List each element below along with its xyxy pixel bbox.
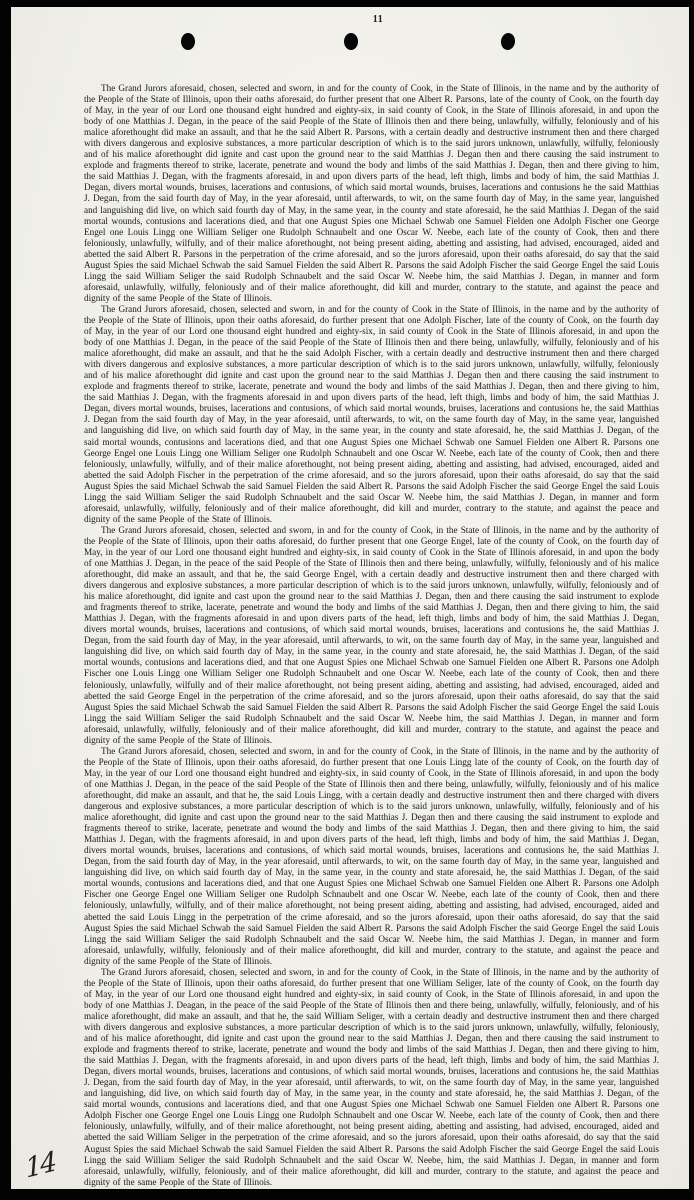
- indictment-paragraph-engel: The Grand Jurors aforesaid, chosen, selected and sworn, in and for the county of Cook, in the State of Illinois, in the name and by the authority of the People of the State of Illinois, upon their oaths aforesaid, do further present that one George Engel, late of the county of Cook, on the fourth day of May, in the year of our Lord one thousand eight hundred and eighty-six, in said county of Cook in the State of Illinois aforesaid, in and upon the body of one Matthias J. Degan, in the peace of the said People of the State of Illinois then and there being, unlawfully, wilfully, feloniously and of his malice aforethought, did make an assault, and that he, the said George Engel, with a certain deadly and destructive instrument then and there charged with divers dangerous and explosive substances, a more particular description of which is to the said jurors unknown, unlawfully, wilfully, feloniously and of his malice aforethought, did ignite and cast upon the ground near to the said Matthias J. Degan, then and there causing the said instrument to explode and fragments thereof to strike, lacerate, penetrate and wound the body and limbs of the said Matthias J. Degan, then and there giving to him, the said Matthias J. Degan, with the fragments aforesaid in and upon divers parts of the head, left thigh, limbs and body of him, the said Matthias J. Degan, divers mortal wounds, bruises, lacerations and contusions, of which said mortal wounds, bruises, lacerations and contusions he, the said Matthias J. Degan, from the said fourth day of May, in the year aforesaid, until afterwards, to wit, on the same fourth day of May, in the same year, languished and languishing did live, on which said fourth day of May, in the same year, in the county and state aforesaid, he, the said Matthias J. Degan, of the said mortal wounds, contusions and lacerations died, and that one August Spies one Michael Schwab one Samuel Fielden one Albert R. Parsons one Adolph Fischer one Louis Lingg one William Seliger one Rudolph Schnaubelt and one Oscar W. Neebe, each late of the county of Cook, then and there feloniously, unlawfully, wilfully and of their malice aforethought, not being present aiding, abetting and assisting, had advised, encouraged, aided and abetted the said George Engel in the perpetration of the crime aforesaid, and so the jurors aforesaid, upon their oaths aforesaid, do say that the said August Spies the said Michael Schwab the said Samuel Fielden the said Albert R. Parsons the said Adolph Fischer the said George Engel the said Louis Lingg the said William Seliger the said Rudolph Schnaubelt and the said Oscar W. Neebe him, the said Matthias J. Degan, in manner and form aforesaid, unlawfully, wilfully, feloniously and of their malice aforethought, did kill and murder, contrary to the statute, and against the peace and dignity of the same People of the State of Illinois.: [84, 524, 659, 745]
- indictment-paragraph-lingg: The Grand Jurors aforesaid, chosen, selected and sworn, in and for the county of Cook, in the State of Illinois, in the name and by the authority of the People of the State of Illinois, upon their oaths aforesaid, do further present that one Louis Lingg late of the county of Cook, on the fourth day of May, in the year of our Lord one thousand eight hundred and eighty-six, in said county of Cook, in the State of Illinois aforesaid, in and upon the body of one Matthias J. Degan, in the peace of the said People of the State of Illinois then and there being, unlawfully, wilfully, feloniously and of his malice aforethought, did make an assault, and that he, the said Louis Lingg, with a certain deadly and destructive instrument then and there charged with divers dangerous and explosive substances, a more particular description of which is to the said jurors unknown, unlawfully, wilfully, feloniously and of his malice aforethought, did ignite and cast upon the ground near to the said Matthias J. Degan then and there causing the said instrument to explode and fragments thereof to strike, lacerate, penetrate and wound the body and limbs of the said Matthias J. Degan, then and there giving to him, the said Matthias J. Degan, with the fragments aforesaid, in and upon divers parts of the head, left thigh, limbs and body of him, the said Matthias J. Degan, divers mortal wounds, bruises, lacerations and contusions, of which said mortal wounds, bruises, lacerations and contusions he, the said Matthias J. Degan, from the said fourth day of May, in the year aforesaid, until afterwards, to wit, on the same fourth day of May, in the same year, languished and languishing did live, on which said fourth day of May, in the same year, in the county and state aforesaid, he, the said Matthias J. Degan, of the said mortal wounds, contusions and lacerations died, and that one August Spies one Michael Schwab one Samuel Fielden one Albert R. Parsons one Adolph Fischer one George Engel one William Seliger one Rudolph Schnaubelt and one Oscar W. Neebe, each late of the county of Cook, then and there feloniously, unlawfully, wilfully, and of their malice aforethought, not being present aiding, abetting and assisting, had advised, encouraged, aided and abetted the said Louis Lingg in the perpetration of the crime aforesaid, and so the jurors aforesaid, upon their oaths aforesaid, do say that the said August Spies the said Michael Schwab the said Samuel Fielden the said Albert R. Parsons the said Adolph Fischer the said George Engel the said Louis Lingg the said William Seliger the said Rudolph Schnaubelt and the said Oscar W. Neebe him, the said Matthias J. Degan, in manner and form aforesaid, unlawfully, wilfully, feloniously and of their malice aforethought, did kill and murder, contrary to the statute, and against the peace and dignity of the same People of the State of Illinois.: [84, 745, 659, 966]
- page-number: 11: [372, 14, 384, 25]
- punch-hole-icon: [500, 32, 516, 51]
- handwritten-page-note: 14: [23, 1146, 57, 1185]
- indictment-paragraph-fischer: The Grand Jurors aforesaid, chosen, selected and sworn, in and for the county of Cook in the State of Illinois, in the name and by the authority of the People of the State of Illinois, upon their oaths aforesaid, do further present that one Adolph Fischer, late of the county of Cook, on the fourth day of May, in the year of our Lord one thousand eight hundred and eighty-six, in said county of Cook in the State of Illinois aforesaid, in and upon the body of one Matthias J. Degan, in the peace of the said People of the State of Illinois then and there being, unlawfully, wilfully, feloniously and of his malice aforethought, did make an assault, and that he the said Adolph Fischer, with a certain deadly and destructive instrument then and there charged with divers dangerous and explosive substances, a more particular description of which is to the said jurors unknown, unlawfully, wilfully, feloniously and of his malice aforethought did ignite and cast upon the ground near to the said Matthias J. Degan then and there causing the said instrument to explode and fragments thereof to strike, lacerate, penetrate and wound the body and limbs of the said Matthias J. Degan, then and there giving to him, the said Matthias J. Degan, with the fragments aforesaid in and upon divers parts of the head, left thigh, limbs and body of him, the said Matthias J. Degan, divers mortal wounds, bruises, lacerations and contusions, of which said mortal wounds, bruises, lacerations and contusions he, the said Matthias J. Degan from the said fourth day of May, in the year aforesaid, until afterwards, to wit, on the same fourth day of May, in the same year, languished and languishing did live, on which said fourth day of May, in the same year, in the county and state aforesaid, he, the said Matthias J. Degan, of the said mortal wounds, contusions and lacerations died, and that one August Spies one Michael Schwab one Samuel Fielden one Albert R. Parsons one George Engel one Louis Lingg one William Seliger one Rudolph Schnaubelt and one Oscar W. Neebe, each late of the county of Cook, then and there feloniously, unlawfully, wilfully, and of their malice aforethought, not being present aiding, abetting and assisting, had advised, encouraged, aided and abetted the said Adolph Fischer in the perpetration of the crime aforesaid, and so the jurors aforesaid, upon their oaths aforesaid, do say that the said August Spies the said Michael Schwab the said Samuel Fielden the said Albert R. Parsons the said Adolph Fischer the said George Engel the said Louis Lingg the said William Seliger the said Rudolph Schnaubelt and the said Oscar W. Neebe him, the said Matthias J. Degan, in manner and form aforesaid, unlawfully, wilfully, feloniously and of their malice aforethought, did kill and murder, contrary to the statute, and against the peace and dignity of the same People of the State of Illinois.: [84, 303, 659, 524]
- indictment-text-block: [84, 83, 659, 1188]
- punch-hole-icon: [344, 33, 358, 50]
- document-page: [11, 7, 689, 1189]
- indictment-paragraph-seliger: The Grand Jurors aforesaid, chosen, selected and sworn, in and for the county of Cook, in the State of Illinois, in the name and by the authority of the People of the State of Illinois, upon their oaths aforesaid, do further present that one William Seliger, late of the county of Cook, on the fourth day of May, in the year of our Lord one thousand eight hundred and eighty-six, in said county of Cook, in the State of Illinois aforesaid, in and upon the body of one Matthias J. Deagan, in the peace of the said People of the State of Illinois then and there being, unlawfully, wilfully, feloniously, and of his malice aforethought, did make an assault, and that he, the said William Seliger, with a certain deadly and destructive instrument then and there charged with divers dangerous and explosive substances, a more particular description of which is to the said jurors unknown, unlawfully, wilfully, feloniously, and of his malice aforethought, did ignite and cast upon the ground near to the said Matthias J. Degan, then and there causing the said instrument to explode and fragments thereof to strike, lacerate, penetrate and wound the body and limbs of the said Matthias J. Degan, then and there giving to him, the said Matthias J. Degan, with the fragments aforesaid, in and upon divers parts of the head, left thigh, limbs and body of him, the said Matthias J. Degan, divers mortal wounds, bruises, lacerations and contusions, of which said mortal wounds, bruises, lacerations and contusions he, the said Matthias J. Degan, from the said fourth day of May, in the year aforesaid, until afterwards, to wit, on the same fourth day of May, in the same year, languished and languishing, did live, on which said fourth day of May, in the same year, in the county and state aforesaid, he, the said Matthias J. Degan, of the said mortal wounds, contusions and lacerations died, and that one August Spies one Michael Schwab one Samuel Fielden one Albert R. Parsons one Adolph Fischer one George Engel one Louis Lingg one Rudolph Schnaubelt and one Oscar W. Neebe, each late of the county of Cook, then and there feloniously, unlawfully, wilfully, and of their malice aforethought, not being present aiding, abetting and assisting, had advised, encouraged, aided and abetted the said William Seliger in the perpetration of the crime aforesaid, and so the jurors aforesaid, upon their oaths aforesaid, do say that the said August Spies the said Michael Schwab the said Samuel Fielden the said Albert R. Parsons the said Adolph Fischer the said George Engel the said Louis Lingg the said William Seliger the said Rudolph Schnaubelt and the said Oscar W. Neebe, him, the said Matthias J. Degan, in manner and form aforesaid, unlawfully, wilfully, feloniously, and of their malice aforethought, did kill and murder, contrary to the statute, and against the peace and dignity of the same People of the State of Illinois.: [84, 966, 659, 1187]
- indictment-paragraph-parsons: The Grand Jurors aforesaid, chosen, selected and sworn, in and for the county of Cook, in the State of Illinois, in the name and by the authority of the People of the State of Illinois, upon their oaths aforesaid, do further present that one Albert R. Parsons, late of the county of Cook, on the fourth day of May, in the year of our Lord one thousand eight hundred and eighty-six, in said county of Cook, in the State of Illinois aforesaid, in and upon the body of one Matthias J. Degan, in the peace of the said People of the State of Illinois then and there being, unlawfully, wilfully, feloniously and of his malice aforethought did make an assault, and that he the said Albert R. Parsons, with a certain deadly and destructive instrument then and there charged with divers dangerous and explosive substances, a more particular description of which is to the said jurors unknown, unlawfully, wilfully, feloniously and of his malice aforethought did ignite and cast upon the ground near to the said Matthias J. Degan then and there causing the said instrument to explode and fragments thereof to strike, lacerate, penetrate and wound the body and limbs of the said Matthias J. Degan, then and there giving to him, the said Matthias J. Degan, with the fragments aforesaid, in and upon divers parts of the head, left thigh, limbs and body of him, the said Matthias J. Degan, divers mortal wounds, bruises, lacerations and contusions, of which said mortal wounds, bruises, lacerations and contusions he the said Matthias J. Degan, from the said fourth day of May, in the year aforesaid, until afterwards, to wit, on the same fourth day of May, in the same year, languished and languishing did live, on which said fourth day of May, in the same year, in the county and state aforesaid, he the said Matthias J. Degan of the said mortal wounds, contusions and lacerations died, and that one August Spies one Michael Schwab one Samuel Fielden one Adolph Fischer one George Engel one Louis Lingg one William Seliger one Rudolph Schnaubelt and one Oscar W. Neebe, each late of the county of Cook, then and there feloniously, unlawfully, wilfully, and of their malice aforethought, not being present aiding, abetting and assisting, had advised, encouraged, aided and abetted the said Albert R. Parsons in the perpetration of the crime aforesaid, and so the jurors aforesaid, upon their oaths aforesaid, do say that the said August Spies the said Michael Schwab the said Samuel Fielden the said Albert R. Parsons the said Adolph Fischer the said George Engel the said Louis Lingg the said William Seliger the said Rudolph Schnaubelt and the said Oscar W. Neebe him, the said Matthias J. Degan, in manner and form aforesaid, unlawfully, wilfully, feloniously and of their malice aforethought, did kill and murder, contrary to the statute, and against the peace and dignity of the same People of the State of Illinois.: [84, 83, 659, 303]
- punch-hole-icon: [181, 33, 195, 50]
